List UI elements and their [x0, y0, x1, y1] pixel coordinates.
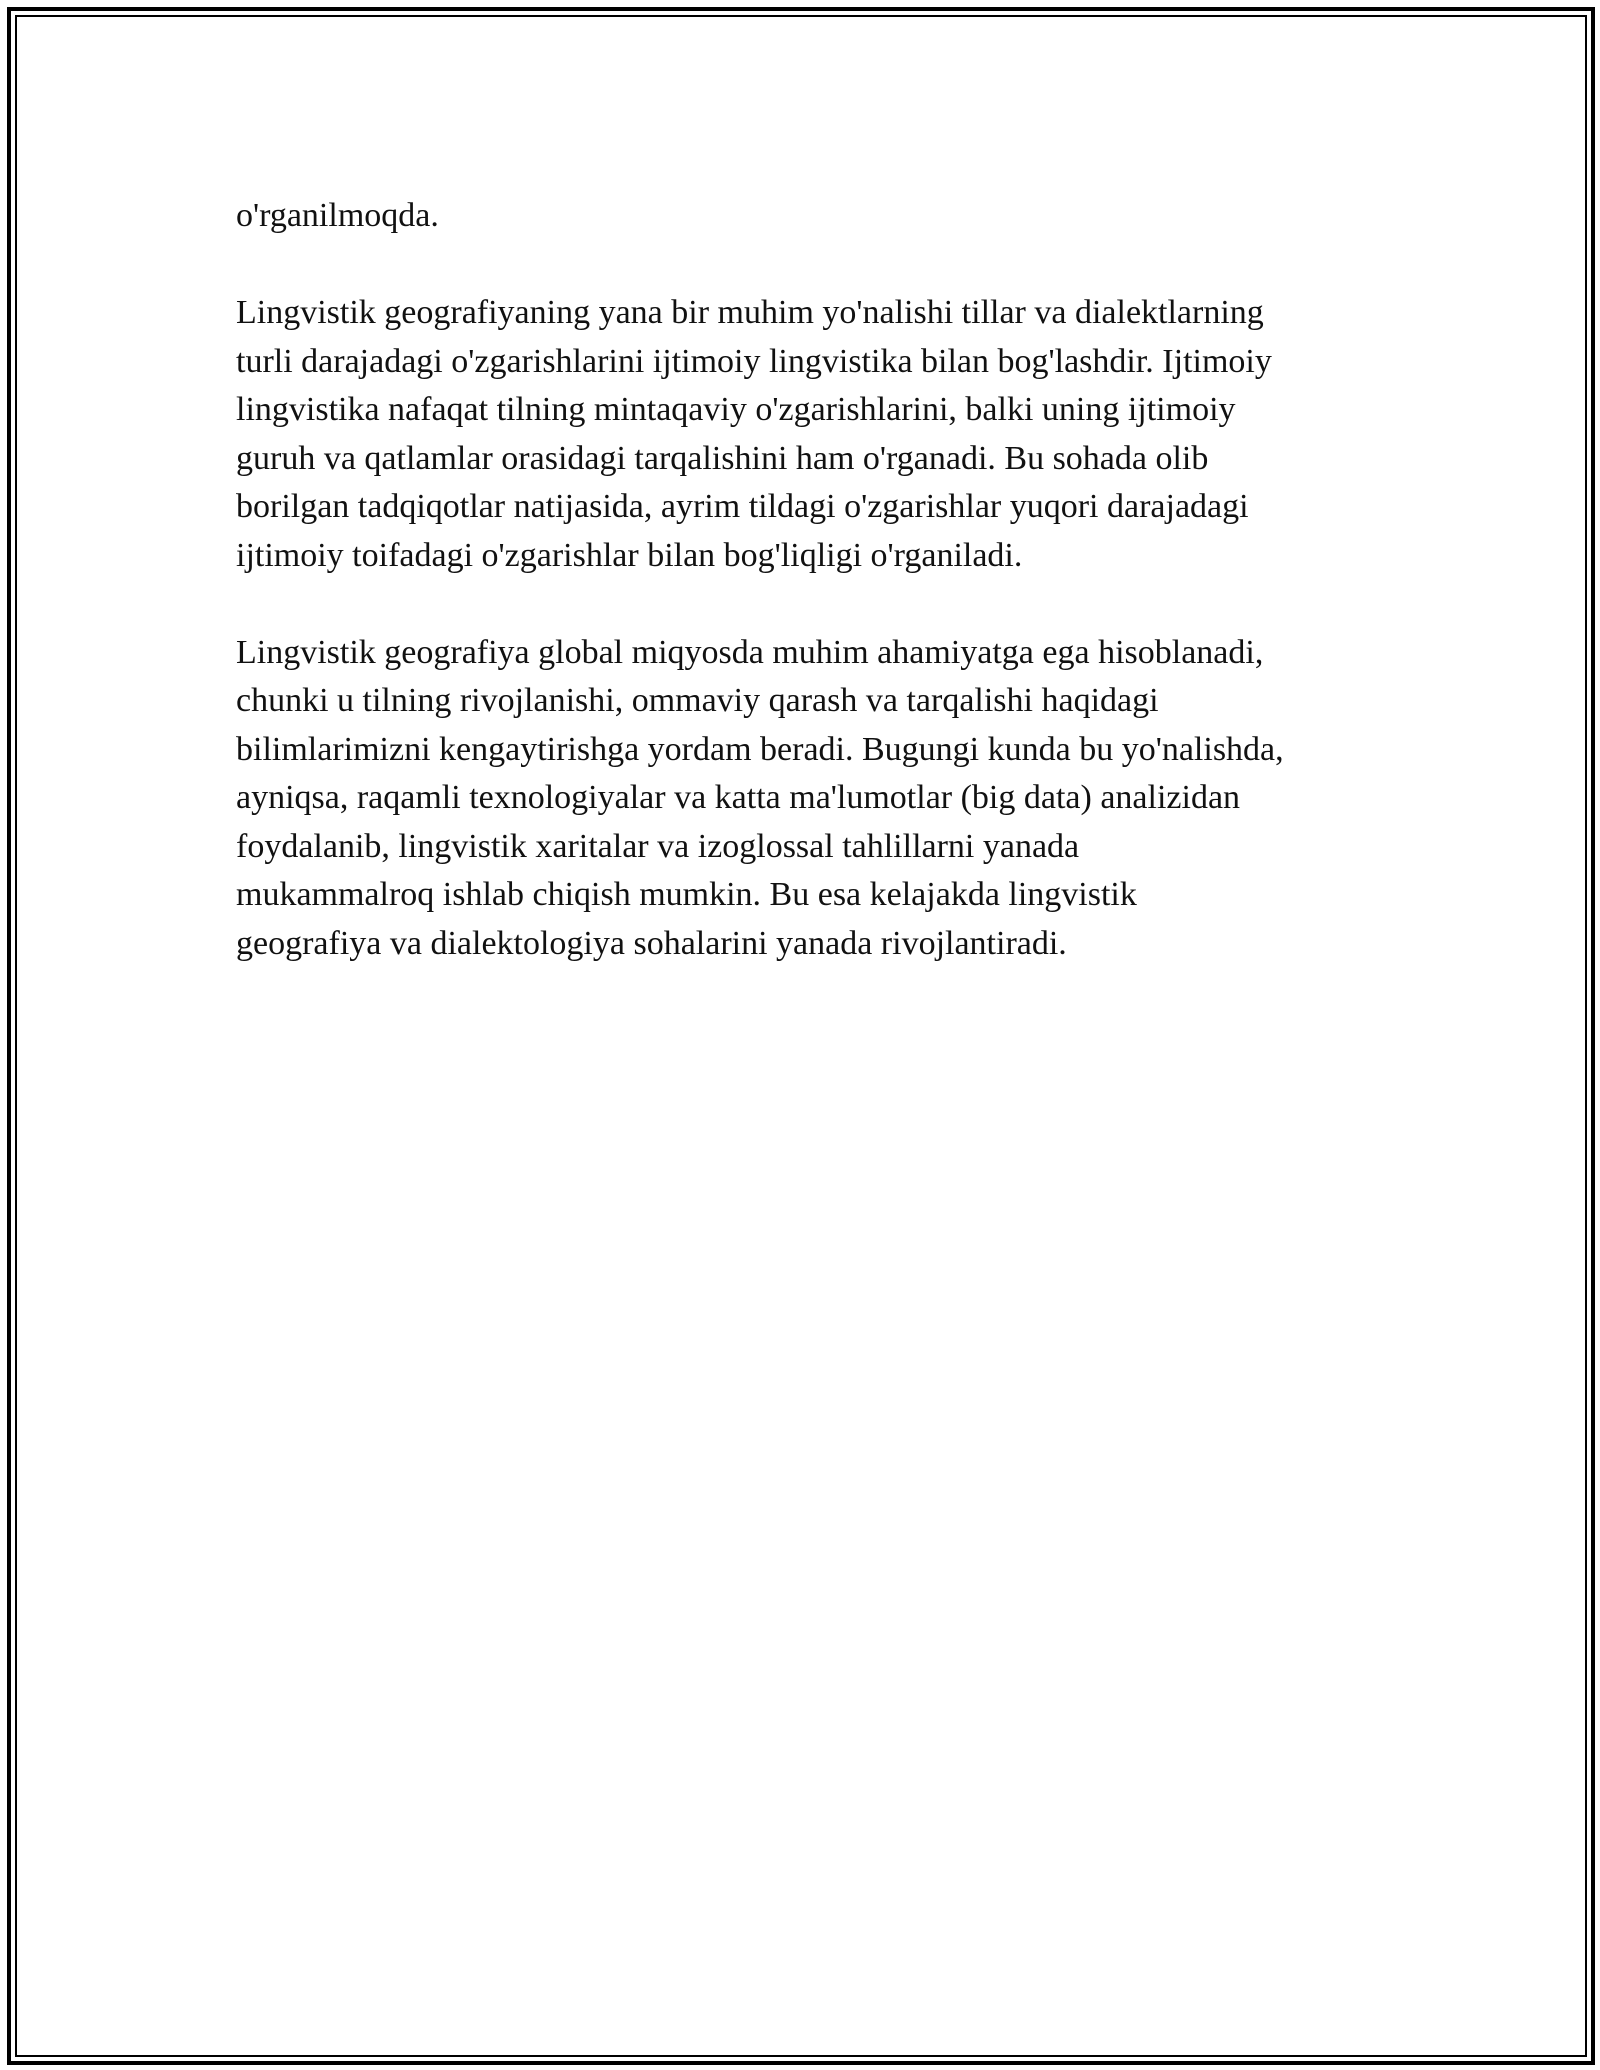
text-line: Lingvistik geografiyaning yana bir muhim yo'nalishi tillar va dialektlarning: [236, 294, 1264, 331]
text-line: foydalanib, lingvistik xaritalar va izoglossal tahlillarni yanada: [236, 827, 1080, 865]
text-line: geografiya va dialektologiya sohalarini yanada rivojlantiradi.: [236, 924, 1067, 962]
text-line: ijtimoiy toifadagi o'zgarishlar bilan bog'liqligi o'rganiladi.: [236, 536, 1023, 574]
paragraph-sociolinguistics: [236, 289, 1386, 580]
text-line: Lingvistik geografiya global miqyosda muhim ahamiyatga ega hisoblanadi,: [236, 633, 1264, 671]
text-line: lingvistika nafaqat tilning mintaqaviy o'zgarishlarini, balki uning ijtimoiy: [236, 391, 1236, 428]
text-line: guruh va qatlamlar orasidagi tarqalishini ham o'rganadi. Bu sohada olib: [236, 439, 1209, 477]
document-body: [236, 192, 1386, 968]
text-line: mukammalroq ishlab chiqish mumkin. Bu esa kelajakda lingvistik: [236, 876, 1137, 913]
text-line: ayniqsa, raqamli texnologiyalar va katta ma'lumotlar (big data) analizidan: [236, 779, 1241, 816]
paragraph-spacer: [236, 580, 1386, 629]
text-line: bilimlarimizni kengaytirishga yordam beradi. Bugungi kunda bu yo'nalishda,: [236, 730, 1284, 768]
paragraph-spacer: [236, 241, 1386, 290]
text-line: turli darajadagi o'zgarishlarini ijtimoiy lingvistika bilan bog'lashdir. Ijtimoiy: [236, 342, 1272, 380]
text-line: chunki u tilning rivojlanishi, ommaviy qarash va tarqalishi haqidagi: [236, 682, 1159, 719]
text-line: borilgan tadqiqotlar natijasida, ayrim tildagi o'zgarishlar yuqori darajadagi: [236, 488, 1249, 525]
text-line: o'rganilmoqda.: [236, 197, 439, 234]
paragraph-global-significance: [236, 629, 1386, 969]
paragraph-continuation: [236, 192, 1386, 241]
